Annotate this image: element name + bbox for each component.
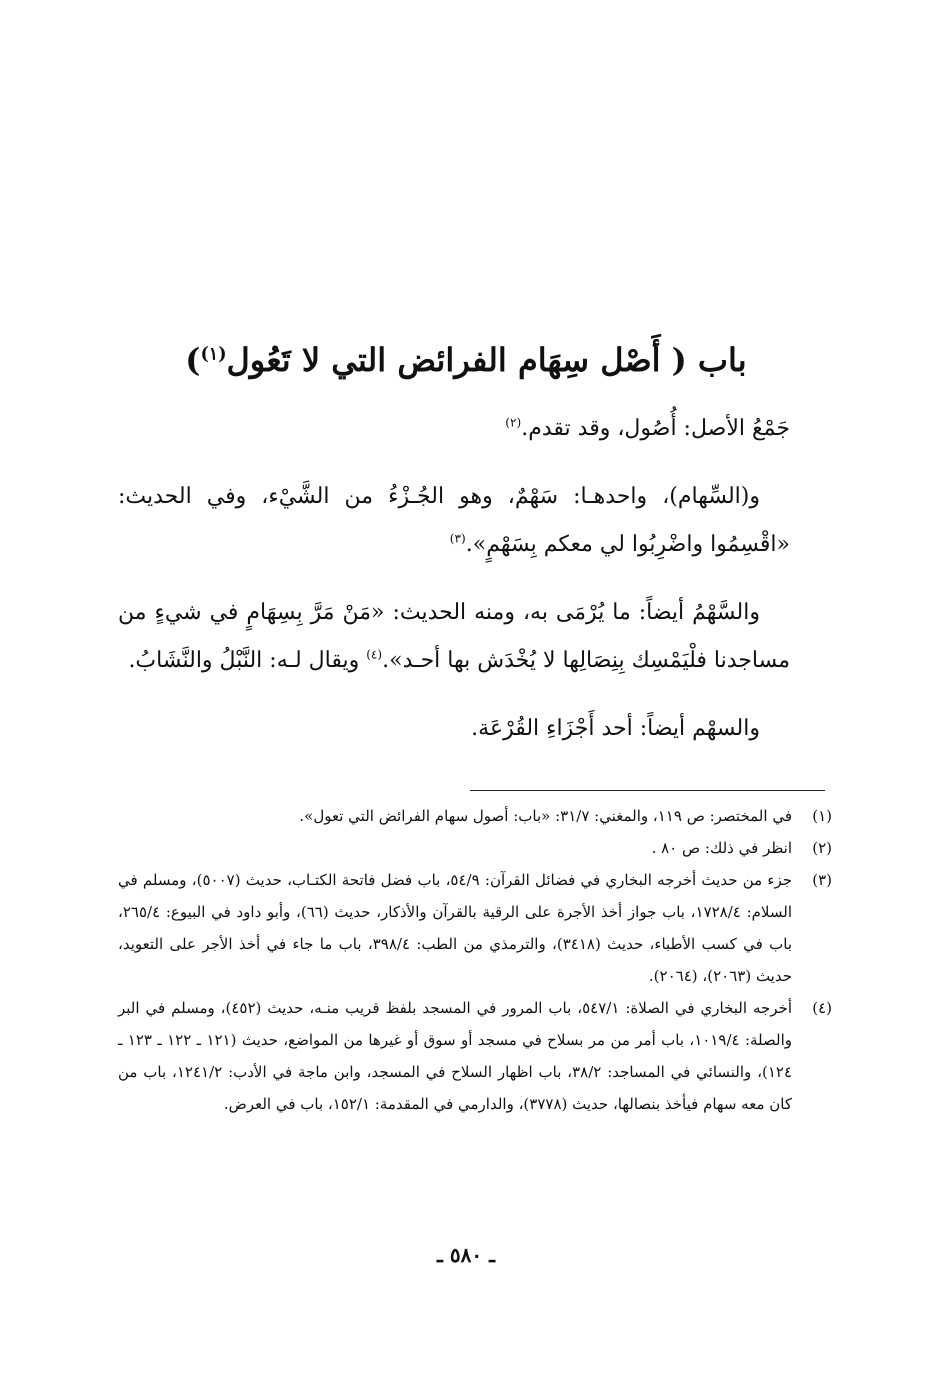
paragraph-sahm-lot bbox=[118, 705, 790, 753]
body-text bbox=[118, 405, 790, 773]
footnote-3 bbox=[118, 864, 832, 992]
footnote-number: (١) bbox=[812, 807, 832, 825]
paragraph-text: و(السِّهام)، واحدهـا: سَهْمٌ، وهو الجُـزْءُ من الشَّيْء، وفي الحديث: «اقْسِمُوا واضْرِبُوا لي معكم بِسَهْمٍ». bbox=[118, 484, 790, 557]
chapter-title-note-ref: (١) bbox=[200, 343, 227, 365]
footnote-number: (٣) bbox=[812, 871, 832, 889]
footnotes-section bbox=[118, 800, 832, 1120]
footnote-ref: (٣) bbox=[449, 531, 466, 546]
footnote-text: أخرجه البخاري في الصلاة: ٥٤٧/١، باب المرور في المسجد بلفظ قريب منـه، حديث (٤٥٢)، ومسلم في البر والصلة: ١٠١٩/٤، باب أمر من مر بسلاح في مسجد أو سوق أو غيرها من المواضع، حديث (١٢١ ـ ١٢٢ ـ ١٢٣ ـ ١٢٤)، والنسائي في المساجد: ٣٨/٢، باب اظهار السلاح في المسجد، وابن ماجة في الأدب: ١٢٤١/٢، باب من كان معه سهام فيأخذ بنصالها، حديث (٣٧٧٨)، والدارمي في المقدمة: ١٥٢/١، باب في العرض. bbox=[118, 999, 792, 1113]
paragraph-siham-definition bbox=[118, 473, 790, 569]
paragraph-text: والسهْم أيضاً: أحد أَجْزَاءِ القُرْعَة. bbox=[471, 716, 760, 741]
paragraph-tail-text: ويقال لـه: النَّبْلُ والنَّشَابُ. bbox=[128, 648, 367, 673]
footnote-text: في المختصر: ص ١١٩، والمغني: ٣١/٧: «باب: أصول سهام الفرائض التي تعول». bbox=[299, 807, 792, 825]
paragraph-plural-of-asl bbox=[118, 405, 790, 453]
paragraph-text: والسَّهْمُ أيضاً: ما يُرْمَى به، ومنه الحديث: «مَنْ مَرَّ بِسِهَامٍ في شيءٍ من مساجدنا فلْيَمْسِك بِنِصَالِها لا يُخْدَش بها أحـد». bbox=[118, 600, 790, 673]
footnote-ref: (٤) bbox=[366, 647, 383, 662]
footnote-4 bbox=[118, 992, 832, 1120]
paragraph-text: جَمْعُ الأصل: أُصُول، وقد تقدم. bbox=[521, 416, 790, 441]
footnote-number: (٢) bbox=[812, 839, 832, 857]
footnote-divider bbox=[470, 790, 825, 791]
chapter-heading: باب ( أَصْل سِهَام الفرائض التي لا تَعُول$^{(١)}$) bbox=[185, 341, 747, 379]
footnote-2 bbox=[118, 832, 832, 864]
footnote-ref: (٢) bbox=[505, 415, 522, 430]
footnote-text: انظر في ذلك: ص ٨٠ . bbox=[651, 839, 792, 857]
paragraph-sahm-arrow bbox=[118, 589, 790, 685]
footnote-text: جزء من حديث أخرجه البخاري في فضائل القرآن: ٥٤/٩، باب فضل فاتحة الكتـاب، حديث (٥٠٠٧)، ومسلم في السلام: ١٧٢٨/٤، باب جواز أخذ الأجرة على الرقية بالقرآن والأذكار، حديث (٦٦)، وأبو داود في البيوع: ٢٦٥/٤، باب في كسب الأطباء، حديث (٣٤١٨)، والترمذي من الطب: ٣٩٨/٤، باب ما جاء في أخذ الأجر على التعويد، حديث (٢٠٦٣)، (٢٠٦٤). bbox=[118, 871, 793, 985]
page-number: ـ ٥٨٠ ـ bbox=[437, 1243, 495, 1267]
footnote-number: (٤) bbox=[812, 999, 832, 1017]
footnote-1 bbox=[118, 800, 832, 832]
chapter-title: باب ( أَصْل سِهَام الفرائض التي لا تَعُول bbox=[226, 341, 747, 379]
